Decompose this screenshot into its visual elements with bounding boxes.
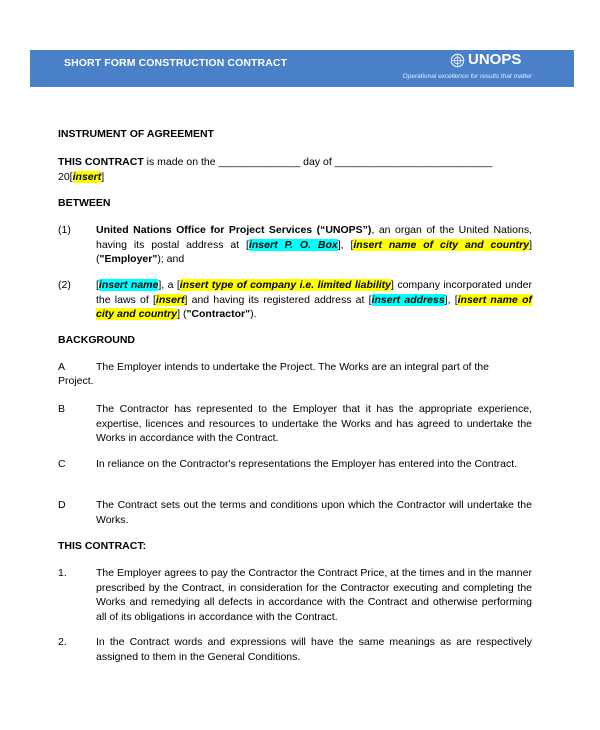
document-title: SHORT FORM CONSTRUCTION CONTRACT bbox=[64, 57, 288, 69]
contract-lead: THIS CONTRACT bbox=[58, 156, 144, 168]
header-banner bbox=[30, 50, 574, 87]
party2-t2: ] company incorporated under the laws of [ bbox=[96, 279, 532, 306]
background-label-b: B bbox=[58, 403, 66, 415]
year-prefix: 20[ bbox=[58, 170, 73, 183]
party1-insert-pobox: insert P. O. Box bbox=[248, 238, 338, 251]
party1-t4: ); and bbox=[157, 253, 185, 265]
party2-insert-city: insert name of city and country bbox=[96, 293, 532, 320]
party2-insert-company-type: insert type of company i.e. limited liability bbox=[179, 279, 392, 291]
background-text-c: In reliance on the Contractor's representations the Employer has entered into the Contract. bbox=[96, 458, 518, 470]
party2-role: "Contractor" bbox=[186, 308, 251, 320]
background-label-c: C bbox=[58, 458, 66, 470]
clause-label-1: 1. bbox=[58, 567, 67, 579]
party1-t3: ] ( bbox=[96, 238, 532, 265]
year-suffix: ] bbox=[101, 170, 105, 183]
clause-text-1: The Employer agrees to pay the Contractor the Contract Price, at the times and in the manner prescribed by the Contract, in consideration for the Contractor executing and completing the Works and remedying all defects in accordance with the Contract and otherwise performing all of its obligations in accordance with the Contract. bbox=[96, 567, 532, 623]
party1-t2: ], [ bbox=[337, 238, 354, 251]
clause-label-2: 2. bbox=[58, 636, 67, 648]
party1-name: United Nations Office for Project Services (“UNOPS”) bbox=[96, 224, 372, 236]
party2-text bbox=[96, 278, 532, 322]
party2-number: (2) bbox=[58, 279, 71, 291]
background-label-d: D bbox=[58, 499, 66, 511]
party2-t6: ). bbox=[250, 308, 257, 320]
tagline: Operational excellence for results that matter bbox=[402, 73, 532, 80]
heading-between: BETWEEN bbox=[58, 197, 111, 209]
party1-t1: , an organ of the United Nations, having its postal address at [ bbox=[96, 224, 532, 251]
background-text-d: The Contract sets out the terms and conditions upon which the Contractor will undertake the Works. bbox=[96, 499, 532, 526]
party2-t0: [ bbox=[96, 279, 99, 291]
party2-t3: ] and having its registered address at [ bbox=[184, 293, 372, 306]
year-insert: insert bbox=[72, 170, 102, 183]
contract-mid: is made on the ______________ day of ___________________________ bbox=[143, 156, 493, 168]
party1-number: (1) bbox=[58, 224, 71, 236]
party2-t1: ], a [ bbox=[158, 279, 180, 291]
background-text-b: The Contractor has represented to the Employer that it has the appropriate experience, expertise, licences and resources to undertake the Works and has agreed to undertake the Works in accordance with the Contract. bbox=[96, 403, 532, 444]
heading-this-contract: THIS CONTRACT: bbox=[58, 540, 147, 552]
heading-instrument: INSTRUMENT OF AGREEMENT bbox=[58, 128, 214, 140]
heading-background: BACKGROUND bbox=[58, 334, 135, 346]
party2-t5: ] ( bbox=[177, 308, 187, 320]
party2-insert-address: insert address bbox=[371, 293, 445, 306]
logo-text: UNOPS bbox=[468, 51, 522, 68]
contract-date-line bbox=[58, 155, 532, 184]
unops-logo bbox=[450, 51, 521, 69]
party1-role: "Employer" bbox=[99, 253, 158, 265]
un-emblem-icon bbox=[450, 53, 465, 68]
party2-t4: ], [ bbox=[444, 293, 458, 306]
party2-insert-law: insert bbox=[155, 293, 185, 306]
party2-insert-name: insert name bbox=[98, 279, 159, 291]
party1-text bbox=[96, 223, 532, 267]
background-text-a-cont: Project. bbox=[58, 375, 94, 387]
clause-text-2: In the Contract words and expressions will have the same meanings as are respectively assigned to them in the General Conditions. bbox=[96, 636, 532, 663]
background-text-a: The Employer intends to undertake the Project. The Works are an integral part of the bbox=[96, 361, 489, 373]
party1-insert-city: insert name of city and country bbox=[353, 238, 530, 251]
background-label-a: A bbox=[58, 361, 66, 373]
